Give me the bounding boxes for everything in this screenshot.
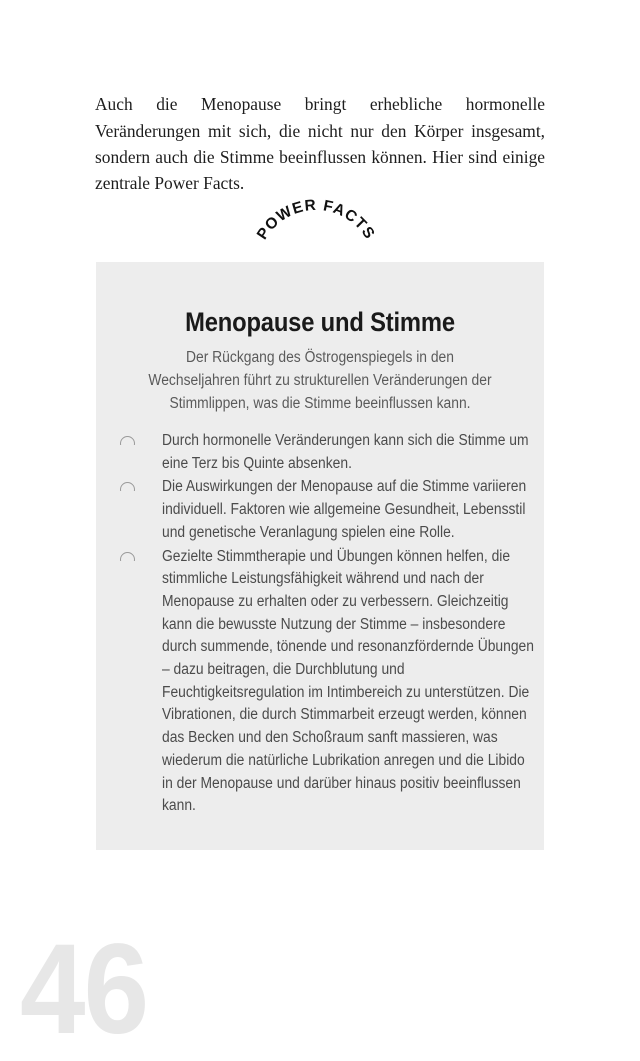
- list-item-text: Durch hormonelle Veränderungen kann sich die Stimme um eine Terz bis Quinte absenken.: [162, 432, 529, 472]
- intro-paragraph: Auch die Menopause bringt erhebliche hormonelle Veränderungen mit sich, die nicht nur den Körper insgesamt, sondern auch die Stimme beeinflussen können. Hier sind einige zentrale Power Facts.: [95, 94, 545, 193]
- power-facts-textpath: POWER FACTS: [253, 196, 379, 243]
- power-facts-arc-label: [254, 197, 378, 243]
- arch-icon: [120, 552, 135, 561]
- fact-box-heading: Menopause und Stimme: [185, 307, 455, 338]
- power-facts-badge: [252, 190, 380, 270]
- arch-icon: [120, 436, 135, 445]
- list-item: [116, 430, 534, 475]
- list-item-text: Gezielte Stimmtherapie und Übungen können helfen, die stimmliche Leistungsfähigkeit während und nach der Menopause zu erhalten oder zu verbessern. Gleichzeitig kann die bewusste Nutzung der Stimme – insbesondere durch summende, tönende und resonanzfördernde Übungen – dazu beitragen, die Durchblutung und Feuchtigkeitsregulation im Intimbereich zu unterstützen. Die Vibrationen, die durch Stimmarbeit erzeugt werden, können das Becken und den Schoßraum sanft massieren, was wiederum die natürliche Lubrikation anregen und die Libido in der Menopause und darüber hinaus positiv beeinflussen kann.: [162, 547, 534, 815]
- page-number: 46: [20, 918, 148, 1061]
- list-item: [116, 546, 534, 818]
- power-facts-box: [96, 262, 544, 850]
- arch-icon: [120, 482, 135, 491]
- list-item-text: Die Auswirkungen der Menopause auf die Stimme variieren individuell. Faktoren wie allgemeine Gesundheit, Lebensstil und genetische Veranlagung spielen eine Rolle.: [162, 478, 527, 541]
- list-item: [116, 476, 534, 544]
- fact-list: [116, 430, 534, 819]
- fact-box-lead: Der Rückgang des Östrogenspiegels in den Wechseljahren führt zu strukturellen Veränderungen der Stimmlippen, was die Stimme beeinflussen kann.: [148, 349, 492, 412]
